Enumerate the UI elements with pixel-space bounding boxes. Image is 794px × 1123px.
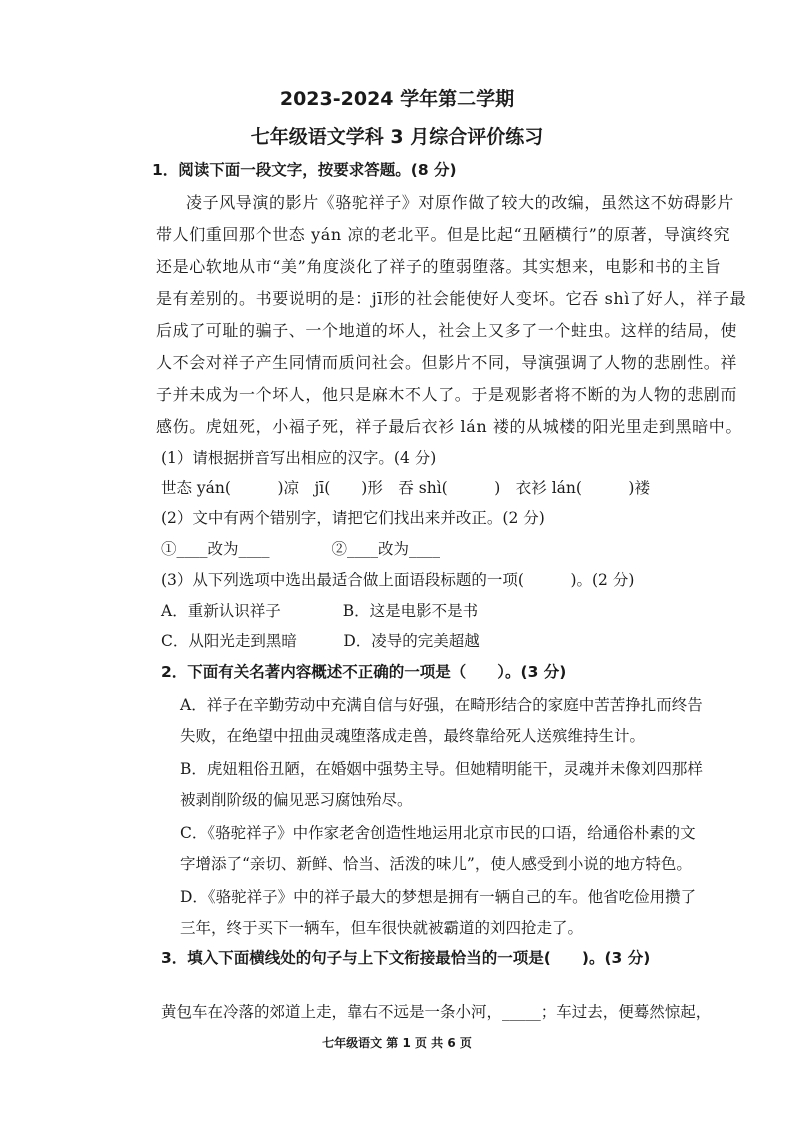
page-subtitle: 七年级语文学科 3 月综合评价练习 xyxy=(250,126,544,148)
option-line: D．《骆驼祥子》中的祥子最大的梦想是拥有一辆自己的车。他省吃俭用攒了 xyxy=(180,888,697,906)
options-row: A．重新认识祥子 B．这是电影不是书 xyxy=(161,602,479,620)
passage-line: 感伤。虎妞死，小福子死，祥子最后衣衫 lán 褛的从城楼的阳光里走到黑暗中。 xyxy=(156,417,742,436)
passage-line: 带人们重回那个世态 yán 凉的老北平。但是比起“丑陋横行”的原著，导演终究 xyxy=(156,225,731,244)
option-line: 被剥削阶级的偏见恶习腐蚀殆尽。 xyxy=(180,791,413,809)
question-1-stem: 1．阅读下面一段文字，按要求答题。(8 分) xyxy=(152,161,457,179)
page-footer: 七年级语文 第 1 页 共 6 页 xyxy=(322,1036,472,1050)
passage-line: 人不会对祥子产生同情而质问社会。但影片不同，导演强调了人物的悲剧性。祥 xyxy=(156,353,738,372)
option-line: C．《骆驼祥子》中作家老舍创造性地运用北京市民的口语，给通俗朴素的文 xyxy=(180,824,696,842)
typo-fix-line: ①____改为____ ②____改为____ xyxy=(161,540,441,558)
passage-line: 子并未成为一个坏人，他只是麻木不人了。于是观影者将不断的为人物的悲剧而 xyxy=(156,385,738,404)
page-title: 2023-2024 学年第二学期 xyxy=(279,88,515,110)
pinyin-fill-line: 世态 yán( )凉 jī( )形 吞 shì( ) 衣衫 lán( )褛 xyxy=(161,479,650,497)
option-line: 失败，在绝望中扭曲灵魂堕落成走兽，最终靠给死人送殡维持生计。 xyxy=(180,727,646,745)
passage-line: 凌子风导演的影片《骆驼祥子》对原作做了较大的改编，虽然这不妨碍影片 xyxy=(186,193,734,212)
option-line: 字增添了“亲切、新鲜、恰当、活泼的味儿”，使人感受到小说的地方特色。 xyxy=(180,855,692,873)
question-3-line: 黄包车在冷落的郊道上走，靠右不远是一条小河，_____；车过去，便蓦然惊起， xyxy=(161,1003,712,1021)
passage-line: 后成了可耻的骗子、一个地道的坏人，社会上又多了一个蛀虫。这样的结局，使 xyxy=(156,321,738,340)
passage-line: 是有差别的。书要说明的是：jī形的社会能使好人变坏。它吞 shì了好人，祥子最 xyxy=(156,289,747,308)
question-1-sub3: (3）从下列选项中选出最适合做上面语段标题的一项( )。(2 分) xyxy=(161,571,635,589)
option-line: B．虎妞粗俗丑陋，在婚姻中强势主导。但她精明能干，灵魂并未像刘四那样 xyxy=(180,760,703,778)
question-1-sub2: (2）文中有两个错别字，请把它们找出来并改正。(2 分) xyxy=(161,509,545,527)
question-3-stem: 3．填入下面横线处的句子与上下文衔接最恰当的一项是( )。(3 分) xyxy=(161,949,651,967)
passage-line: 还是心软地从市“美”角度淡化了祥子的堕弱堕落。其实想来，电影和书的主旨 xyxy=(156,257,722,276)
options-row: C．从阳光走到黑暗 D．凌导的完美超越 xyxy=(161,632,480,650)
question-1-sub1: (1）请根据拼音写出相应的汉字。(4 分) xyxy=(161,449,437,467)
question-2-stem: 2．下面有关名著内容概述不正确的一项是（ ）。(3 分) xyxy=(161,663,567,681)
option-line: 三年，终于买下一辆车，但车很快就被霸道的刘四抢走了。 xyxy=(180,919,584,937)
option-line: A．祥子在辛勤劳动中充满自信与好强，在畸形结合的家庭中苦苦挣扎而终告 xyxy=(180,696,703,714)
